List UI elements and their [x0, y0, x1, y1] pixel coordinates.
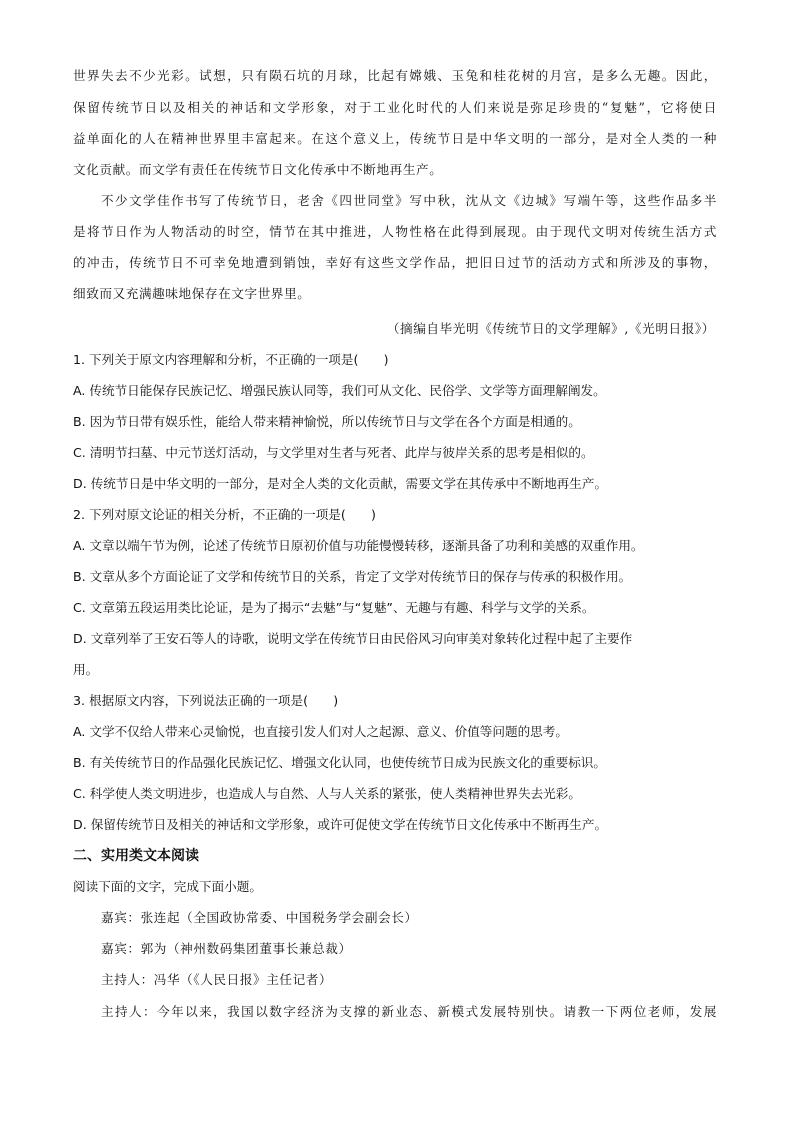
question-option: C. 文章第五段运用类比论证，是为了揭示“去魅”与“复魅”、无趣与有趣、科学与文学的关系。	[73, 600, 595, 615]
passage-source: （摘编自毕光明《传统节日的文学理解》,《光明日报》）	[386, 321, 715, 336]
passage-line: 世界失去不少光彩。试想，只有陨石坑的月球，比起有嫦娥、玉兔和桂花树的月宫，是多么无趣。因此，	[73, 68, 717, 83]
question-option-continued: 用。	[73, 662, 99, 677]
question-option: A. 传统节日能保存民族记忆、增强民族认同等，我们可从文化、民俗学、文学等方面理解阐发。	[73, 383, 606, 398]
section-heading: 二、实用类文本阅读	[73, 848, 199, 864]
question-option: B. 有关传统节日的作品强化民族记忆、增强文化认同，也使传统节日成为民族文化的重要标识。	[73, 755, 606, 770]
speaker-line: 嘉宾：张连起（全国政协常委、中国税务学会副会长）	[101, 910, 418, 925]
passage-line: 益单面化的人在精神世界里丰富起来。在这个意义上，传统节日是中华文明的一部分，是对全人类的一种	[73, 131, 717, 146]
section-instruction: 阅读下面的文字，完成下面小题。	[73, 879, 262, 894]
question-option: D. 保留传统节日及相关的神话和文学形象，或许可促使文学在传统节日文化传承中不断再生产。	[73, 817, 608, 832]
question-option: D. 传统节日是中华文明的一部分，是对全人类的文化贡献，需要文学在其传承中不断地再生产。	[73, 476, 608, 491]
speaker-line: 主持人：冯华（《人民日报》主任记者）	[101, 972, 333, 987]
passage-line: 是将节日作为人物活动的时空，情节在其中推进，人物性格在此得到展现。由于现代文明对传统生活方式	[73, 224, 717, 239]
question-option: D. 文章列举了王安石等人的诗歌，说明文学在传统节日由民俗风习向审美对象转化过程中起了主要作	[73, 631, 633, 646]
question-option: A. 文学不仅给人带来心灵愉悦，也直接引发人们对人之起源、意义、价值等问题的思考。	[73, 724, 568, 739]
passage-line: 不少文学佳作书写了传统节日，老舍《四世同堂》写中秋，沈从文《边城》写端午等，这些作品多半	[101, 193, 717, 208]
speaker-line: 嘉宾：郭为（神州数码集团董事长兼总裁）	[101, 941, 352, 956]
question-option: B. 因为节日带有娱乐性，能给人带来精神愉悦，所以传统节日与文学在各个方面是相通的。	[73, 414, 581, 429]
question-stem: 3. 根据原文内容，下列说法正确的一项是( )	[73, 693, 339, 708]
question-stem: 1. 下列关于原文内容理解和分析，不正确的一项是( )	[73, 352, 389, 367]
question-option: A. 文章以端午节为例，论述了传统节日原初价值与功能慢慢转移，逐渐具备了功利和美感的双重作用。	[73, 538, 644, 553]
passage-line: 的冲击，传统节日不可幸免地遭到销蚀，幸好有这些文学作品，把旧日过节的活动方式和所涉及的事物，	[73, 255, 717, 270]
dialogue-line: 主持人：今年以来，我国以数字经济为支撑的新业态、新模式发展特别快。请教一下两位老师，发展	[101, 1004, 717, 1019]
passage-line: 细致而又充满趣味地保存在文字世界里。	[73, 286, 311, 301]
passage-line: 保留传统节日以及相关的神话和文学形象，对于工业化时代的人们来说是弥足珍贵的“复魅”，它将使日	[73, 100, 717, 115]
question-option: B. 文章从多个方面论证了文学和传统节日的关系，肯定了文学对传统节日的保存与传承的积极作用。	[73, 569, 632, 584]
question-stem: 2. 下列对原文论证的相关分析，不正确的一项是( )	[73, 507, 376, 522]
question-option: C. 科学使人类文明进步，也造成人与自然、人与人关系的紧张，使人类精神世界失去光彩。	[73, 786, 581, 801]
passage-line: 文化贡献。而文学有责任在传统节日文化传承中不断地再生产。	[73, 162, 443, 177]
question-option: C. 清明节扫墓、中元节送灯活动，与文学里对生者与死者、此岸与彼岸关系的思考是相似的。	[73, 445, 594, 460]
